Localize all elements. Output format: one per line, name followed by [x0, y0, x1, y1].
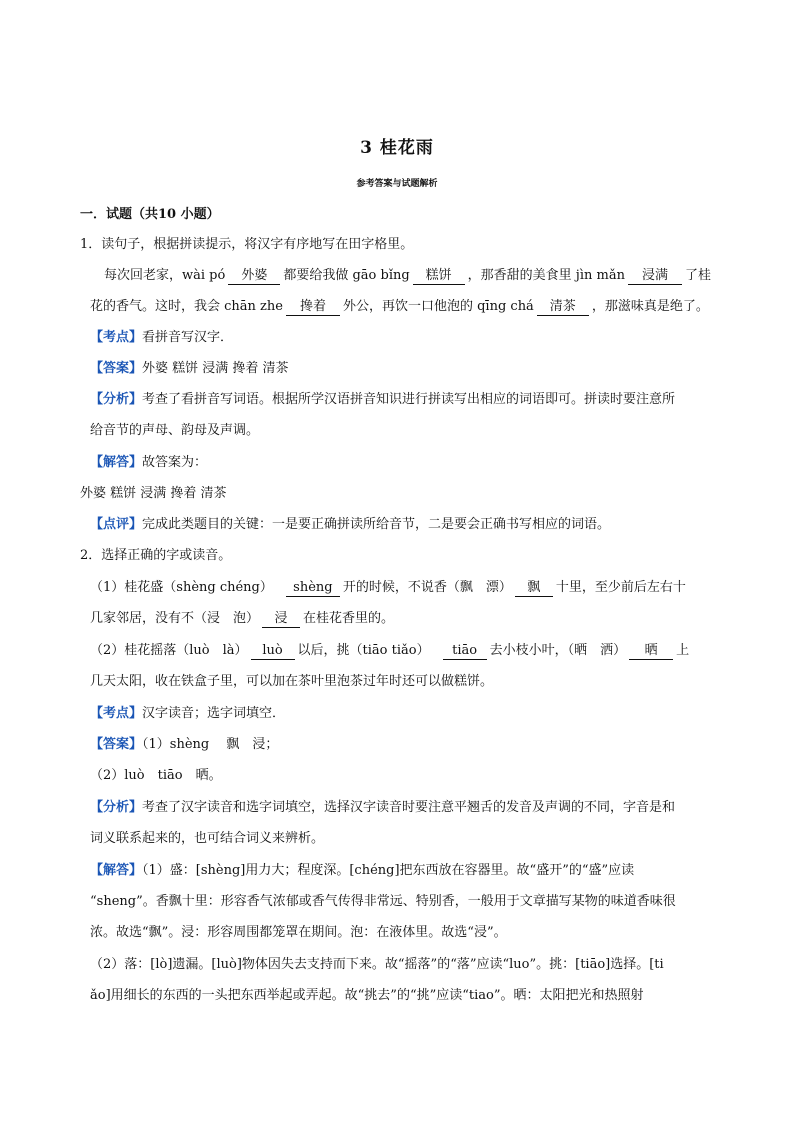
answer-blank: luò — [251, 643, 295, 660]
solution-tag: 【解答】 — [90, 863, 143, 878]
answer-blank: 清茶 — [537, 299, 589, 316]
q2-solution-cont: 浓。故选“飘”。浸：形容周围都笼罩在期间。泡：在液体里。故选“浸”。 — [90, 925, 507, 940]
q2-solution — [90, 861, 634, 881]
kaodian-tag: 【考点】 — [90, 706, 143, 721]
text: 花的香气。这时，我会 chān zhe — [90, 299, 283, 314]
analysis-text: 考查了汉字读音和选字词填空，选择汉字读音时要注意平翘舌的发音及声调的不同，字音是和 — [142, 800, 676, 815]
kaodian-tag: 【考点】 — [90, 330, 143, 345]
comment-tag: 【点评】 — [90, 517, 143, 532]
answer-blank: 糕饼 — [413, 268, 465, 285]
comment-text: 完成此类题目的关键：一是要正确拼读所给音节，二是要会正确书写相应的词语。 — [142, 517, 611, 532]
q1-comment — [90, 515, 610, 535]
q1-analysis — [90, 390, 675, 410]
q2-analysis-cont: 词义联系起来的，也可结合词义来辨析。 — [90, 831, 325, 846]
kaodian-text: 汉字读音；选字词填空． — [142, 706, 286, 721]
answer-tag: 【答案】 — [90, 737, 143, 752]
q1-solution-answer: 外婆 糕饼 浸满 搀着 清茶 — [80, 486, 227, 501]
text: （1）桂花盛（shèng chéng） — [90, 580, 273, 595]
answer-blank: 飘 — [515, 580, 553, 597]
text: 在桂花香里的。 — [303, 611, 395, 626]
q2-stem: 2．选择正确的字或读音。 — [80, 548, 232, 563]
analysis-tag: 【分析】 — [90, 800, 143, 815]
text: 每次回老家，wài pó — [104, 268, 226, 283]
text: 去小枝小叶，（晒 洒） — [489, 643, 627, 658]
answer-blank: 搀着 — [286, 299, 340, 316]
answer-text: （1）shèng 飘 浸； — [142, 737, 279, 752]
answer-tag: 【答案】 — [90, 361, 143, 376]
text: 都要给我做 gāo bǐng — [283, 268, 410, 283]
text: ，那香甜的美食里 jìn mǎn — [467, 268, 625, 283]
text: 几家邻居，没有不（浸 泡） — [90, 611, 260, 626]
text: 外公，再饮一口他泡的 qīng chá — [342, 299, 534, 314]
solution-tag: 【解答】 — [90, 455, 143, 470]
section-heading: 一．试题（共10 小题） — [80, 207, 220, 222]
answer-blank: 浸 — [262, 611, 300, 628]
answer-blank: 晒 — [629, 643, 673, 660]
q1-stem: 1．读句子，根据拼读提示，将汉字有序地写在田字格里。 — [80, 237, 414, 252]
text: 以后，挑（tiāo tiǎo） — [297, 643, 430, 658]
q2-answer-cont: （2）luò tiāo 晒。 — [90, 768, 222, 783]
lesson-subtitle: 参考答案与试题解析 — [356, 179, 438, 189]
q1-passage-line2 — [90, 297, 709, 317]
solution-text: （1）盛：[shèng]用力大；程度深。[chéng]把东西放在容器里。故“盛开”的“盛”应读 — [142, 863, 635, 878]
answer-blank: 浸满 — [628, 268, 682, 285]
kaodian-text: 看拼音写汉字． — [142, 330, 234, 345]
q2-solution-cont: ǎo]用细长的东西的一头把东西举起或弄起。故“挑去”的“挑”应读“tiao”。晒：太阳把光和热照射 — [90, 988, 644, 1003]
q2-sub2-line1 — [90, 641, 689, 661]
q2-sub2-line2: 几天太阳，收在铁盒子里，可以加在茶叶里泡茶过年时还可以做糕饼。 — [90, 674, 494, 689]
text: 上 — [676, 643, 690, 658]
answer-text: 外婆 糕饼 浸满 搀着 清茶 — [142, 361, 289, 376]
q2-sub1-line2 — [90, 609, 394, 629]
analysis-text: 考查了看拼音写词语。根据所学汉语拼音知识进行拼读写出相应的词语即可。拼读时要注意所 — [142, 392, 676, 407]
q2-analysis — [90, 798, 675, 818]
q2-solution-cont: “sheng”。香飘十里：形容香气浓郁或香气传得非常远、特别香，一般用于文章描写某物的味道香味很 — [90, 894, 676, 909]
text: 了桂 — [684, 268, 711, 283]
q1-passage-line1 — [104, 266, 711, 286]
text: ，那滋味真是绝了。 — [591, 299, 709, 314]
q1-answer — [90, 359, 289, 379]
text: 十里，至少前后左右十 — [555, 580, 686, 595]
text: 开的时候，不说香（飘 漂） — [342, 580, 512, 595]
q2-kaodian — [90, 704, 285, 724]
q1-solution — [90, 453, 207, 473]
q1-kaodian — [90, 328, 233, 348]
q2-sub1-line1 — [90, 578, 686, 598]
lesson-title: 3 桂花雨 — [360, 138, 434, 158]
solution-text: 故答案为： — [142, 455, 208, 470]
answer-blank: shèng — [286, 580, 340, 597]
analysis-tag: 【分析】 — [90, 392, 143, 407]
q2-solution-cont: （2）落：[lò]遗漏。[luò]物体因失去支持而下来。故“摇落”的“落”应读“luo”。挑：[tiāo]选择。[ti — [90, 957, 664, 972]
text: （2）桂花摇落（luò là） — [90, 643, 248, 658]
answer-blank: 外婆 — [228, 268, 280, 285]
q1-analysis-cont: 给音节的声母、韵母及声调。 — [90, 423, 260, 438]
answer-blank: tiāo — [443, 643, 487, 660]
q2-answer — [90, 735, 278, 755]
